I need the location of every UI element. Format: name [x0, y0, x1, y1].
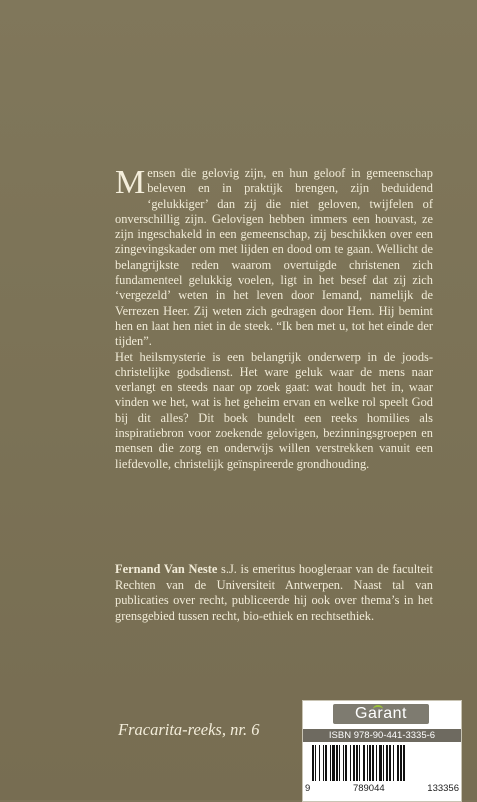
barcode-digit-group: 789044	[352, 783, 385, 794]
author-name: Fernand Van Neste	[115, 562, 218, 576]
blurb-paragraph-1	[115, 166, 433, 350]
publisher-logo-text: Garant	[355, 705, 407, 722]
drop-cap: M	[115, 164, 146, 201]
blurb-paragraph-1-text: ensen die gelovig zijn, en hun geloof in gemeenschap beleven en in praktijk brengen, zijn beduidend ‘gelukkiger’ dan zij die niet geloven, twijfelen of onverschillig zijn. Gelovigen hebben immers een houvast, ze zijn ingeschakeld in een gemeenschap, zij beschikken over een zingevingskader om met lijden en dood om te gaan. Wellicht de belangrijkste reden waarom overtuigde christenen zich fundamenteel gelukkig voelen, ligt in het besef dat zij zich ‘vergezeld’ weten in het leven door Iemand, namelijk de Verrezen Heer. Zij weten zich gedragen door Hem. Hij bemint hen en laat hen niet in de steek. “Ik ben met u, tot het einde der tijden”.	[115, 166, 433, 349]
author-bio-paragraph	[115, 562, 433, 624]
barcode-digit-group: 133356	[427, 783, 459, 794]
series-title: Fracarita-reeks, nr. 6	[118, 720, 260, 739]
author-bio	[115, 562, 433, 624]
author-bio-text: s.J. is emeritus hoogleraar van de faculteit Rechten van de Universiteit Antwerpen. Naast tal van publicaties over recht, publiceerde hij ook over thema’s in het grensgebied tussen recht, bio-ethiek en rechtsethiek.	[115, 562, 433, 623]
barcode-digits	[305, 783, 459, 794]
blurb-text	[115, 166, 433, 472]
barcode-digit-group: 9	[305, 783, 311, 794]
isbn-label: ISBN 978-90-441-3335-6	[303, 729, 461, 742]
blurb-paragraph-2: Het heilsmysterie is een belangrijk onderwerp in de joods-christelijke godsdienst. Het ware geluk waar de mens naar verlangt en steeds naar op zoek gaat: wat houdt het in, waar vinden we het, wat is het geheim ervan en welke rol speelt God bij dit alles? Dit boek bundelt een reeks homilies als inspiratiebron voor zoekende gelovigen, bezinningsgroepen en mensen die zorg en onderwijs willen verstrekken vanuit een liefdevolle, christelijk geïnspireerde grondhouding.	[115, 349, 433, 471]
logo-swoosh-icon	[373, 705, 383, 713]
publisher-barcode-box	[302, 700, 462, 802]
barcode-icon	[312, 745, 452, 781]
garant-logo	[333, 704, 429, 724]
